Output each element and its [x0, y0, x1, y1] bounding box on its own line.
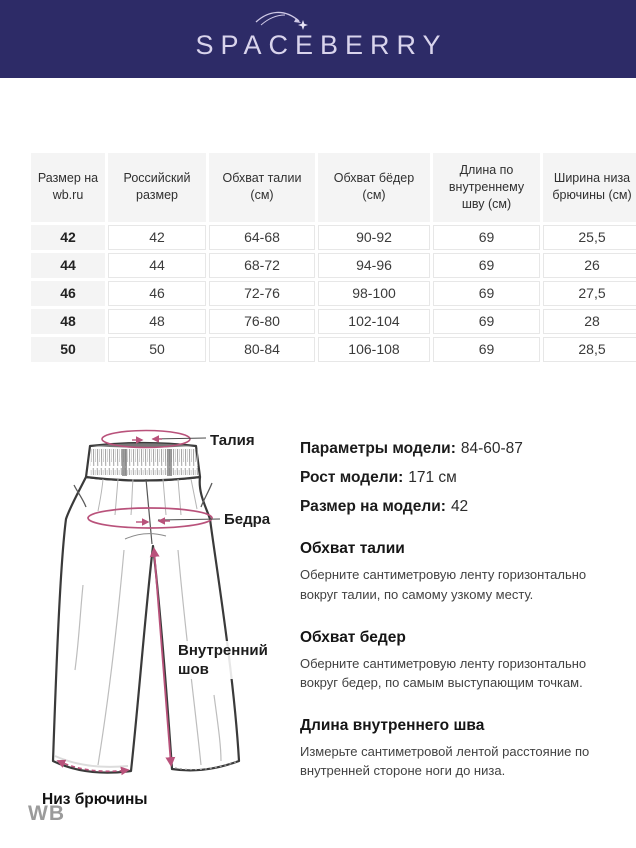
cell-waist: 64-68	[209, 225, 315, 250]
model-height-label: Рост модели:	[300, 468, 404, 486]
col-header-hips: Обхват бёдер (см)	[318, 153, 430, 222]
guide-section-waist	[300, 540, 622, 603]
guide-section-hips	[300, 629, 622, 692]
shooting-star-icon	[252, 6, 316, 40]
hips-label: Бедра	[224, 511, 271, 528]
model-params-value: 84-60-87	[460, 440, 523, 457]
cell-hips: 94-96	[318, 253, 430, 278]
col-header-ru-size: Российский размер	[108, 153, 206, 222]
cell-leg-width: 25,5	[543, 225, 636, 250]
table-row	[31, 253, 636, 278]
waist-label: Талия	[210, 432, 255, 449]
pants-measurement-diagram	[28, 415, 298, 835]
cell-size: 48	[31, 309, 105, 334]
cell-hips: 90-92	[318, 225, 430, 250]
size-table	[28, 150, 636, 365]
hem-label: Низ брючины	[42, 791, 148, 808]
belt-loop	[122, 449, 127, 476]
cell-inseam: 69	[433, 309, 540, 334]
model-height-value: 171 см	[408, 468, 457, 486]
guide-text: Измерьте сантиметровой лентой расстояние по внутренней стороне ноги до низа.	[300, 743, 590, 778]
table-row	[31, 309, 636, 334]
cell-leg-width: 26	[543, 253, 636, 278]
cell-waist: 68-72	[209, 253, 315, 278]
model-height-line	[300, 469, 622, 487]
wb-watermark: WB	[28, 802, 65, 825]
brand-name: SPACEBERRY	[195, 29, 448, 60]
table-row	[31, 337, 636, 362]
inseam-label-line1: Внутренний	[178, 642, 268, 659]
cell-leg-width: 27,5	[543, 281, 636, 306]
cell-size: 42	[31, 225, 105, 250]
cell-inseam: 69	[433, 281, 540, 306]
cell-size: 50	[31, 337, 105, 362]
guide-title: Длина внутреннего шва	[300, 716, 485, 734]
model-size-value: 42	[450, 497, 469, 515]
cell-ru-size: 48	[108, 309, 206, 334]
cell-inseam: 69	[433, 225, 540, 250]
cell-waist: 72-76	[209, 281, 315, 306]
cell-waist: 80-84	[209, 337, 315, 362]
belt-loop	[167, 449, 172, 476]
cell-hips: 102-104	[318, 309, 430, 334]
table-row	[31, 281, 636, 306]
cell-ru-size: 50	[108, 337, 206, 362]
cell-hips: 106-108	[318, 337, 430, 362]
table-row	[31, 225, 636, 250]
cell-leg-width: 28,5	[543, 337, 636, 362]
col-header-inseam: Длина по внутреннему шву (см)	[433, 153, 540, 222]
cell-inseam: 69	[433, 253, 540, 278]
guide-title: Обхват талии	[300, 540, 405, 558]
guide-section-inseam	[300, 717, 622, 780]
cell-leg-width: 28	[543, 309, 636, 334]
inseam-label-line2: шов	[178, 661, 209, 678]
col-header-waist: Обхват талии (см)	[209, 153, 315, 222]
cell-ru-size: 44	[108, 253, 206, 278]
cell-hips: 98-100	[318, 281, 430, 306]
guide-text: Оберните сантиметровую ленту горизонтально вокруг талии, по самому узкому месту.	[300, 567, 587, 602]
cell-ru-size: 42	[108, 225, 206, 250]
size-table-section	[28, 150, 632, 365]
cell-ru-size: 46	[108, 281, 206, 306]
size-table-header-row	[31, 153, 636, 222]
waistband-elastic	[90, 449, 198, 475]
model-size-line	[300, 498, 622, 516]
cell-waist: 76-80	[209, 309, 315, 334]
pocket-opening-right	[201, 483, 212, 507]
cell-size: 44	[31, 253, 105, 278]
measurement-info-column	[300, 440, 622, 780]
brand-logo	[0, 0, 636, 78]
guide-title: Обхват бедер	[300, 628, 406, 646]
model-size-label: Размер на модели:	[300, 497, 446, 515]
model-params-line	[300, 440, 622, 458]
cell-inseam: 69	[433, 337, 540, 362]
col-header-leg-width: Ширина низа брючины (см)	[543, 153, 636, 222]
col-header-wb-size: Размер на wb.ru	[31, 153, 105, 222]
brand-header	[0, 0, 636, 78]
cell-size: 46	[31, 281, 105, 306]
model-params-label: Параметры модели:	[300, 440, 456, 457]
guide-text: Оберните сантиметровую ленту горизонтально вокруг бедер, по самым выступающим точкам.	[300, 655, 587, 690]
